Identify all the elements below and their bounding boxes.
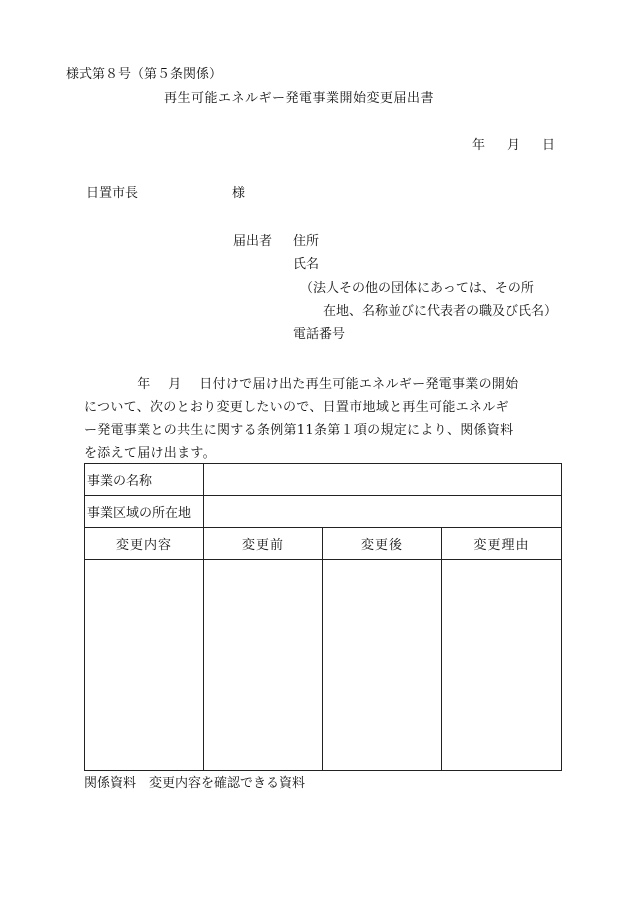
corporate-note-line1: （法人その他の団体にあっては、その所 [300,281,534,296]
change-details-table [84,463,562,771]
date-month: 月 [507,138,521,153]
business-name-row [85,464,562,496]
date-year: 年 [472,138,486,153]
before-change-cell[interactable] [204,560,323,771]
addressee-honorific: 様 [232,186,246,201]
business-area-value[interactable] [204,496,562,528]
table-header-row [85,528,562,560]
change-reason-cell[interactable] [442,560,562,771]
date-day: 日 [542,138,556,153]
attachment-note: 関係資料 変更内容を確認できる資料 [84,776,306,791]
addressee-name: 日置市長 [86,186,139,201]
addressee [86,186,246,202]
body-paragraph [84,373,562,465]
business-area-row [85,496,562,528]
business-name-value[interactable] [204,464,562,496]
header-before-change: 変更前 [204,528,323,560]
header-change-content: 変更内容 [85,528,204,560]
business-name-label: 事業の名称 [85,464,204,496]
body-line: ー発電事業との共生に関する条例第11条第１項の規定により、関係資料 [84,423,514,438]
change-content-cell[interactable] [85,560,204,771]
body-line: について、次のとおり変更したいので、日置市地域と再生可能エネルギ [84,400,509,415]
date-line [472,138,555,154]
name-label: 氏名 [293,257,320,272]
after-change-cell[interactable] [323,560,442,771]
address-label: 住所 [293,234,320,249]
phone-label: 電話番号 [293,327,346,342]
document-title: 再生可能エネルギー発電事業開始変更届出書 [164,91,435,106]
body-line: 年 月 日付けで届け出た再生可能エネルギー発電事業の開始 [84,377,519,392]
header-after-change: 変更後 [323,528,442,560]
body-line: を添えて届け出ます。 [84,446,216,461]
header-change-reason: 変更理由 [442,528,562,560]
table-row [85,560,562,771]
submitter-label: 届出者 [233,234,273,249]
corporate-note-line2: 在地、名称並びに代表者の職及び氏名） [323,304,558,319]
business-area-label: 事業区域の所在地 [85,496,204,528]
form-number: 様式第８号（第５条関係） [66,67,223,82]
